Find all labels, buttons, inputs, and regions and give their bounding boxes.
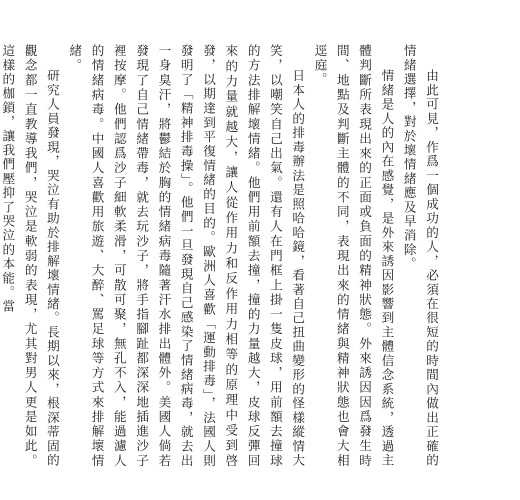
paragraph: 研究人員發現，哭泣有助於排解壞情緒。長期以來，根深蒂固的觀念都一直教導我們，哭泣是軟弱的表現，尤其對男人更是如此。這樣的枷鎖，讓我們壓抑了哭泣的本能。當 (0, 44, 60, 468)
paragraph: 情緒是人的內在感覺，是外來誘因影響到主體信念系統，透過主體判斷所表現出來的正面或負面的精神狀態。外來誘因因爲發生時間、地點及判斷主體的不同，表現出來的情緒與精神狀態也會大相逕庭。 (312, 44, 395, 468)
paragraph: 日本人的排毒辦法是照哈哈鏡，看著自己扭曲變形的怪樣縱情大笑，以嘲笑自己出氣。還有人在門框上掛一隻皮球，用前額去撞球的方法排解壞情緒。他們用前額去撞，撞的力量越大，皮球反彈回來的力量就越大，讓人從作用力和反作用力相等的原理中受到啓發，以期達到平復情緒的目的。歐洲人喜歡「運動排毒」，法國人則發明了「精神排毒操」。他們一旦發現自己感染了情緒病毒，就去出一身臭汗，將鬱結於胸的情緒病毒隨著汗水排出體外。美國人倘若發現了自己情緒帶毒，就去玩沙子，將手指腳趾都深深地插進沙子裡按摩。他們認爲沙子細軟柔滑，可散可聚，無孔不入，能過濾人的情緒病毒。中國人喜歡用旅遊、大醉、罵足球等方式來排解壞情緒。 (67, 44, 306, 468)
paragraph: 由此可見，作爲一個成功的人，必須在很短的時間內做出正確的情緒選擇，對於壞情緒應及早消除。 (401, 44, 439, 468)
vertical-text-body (0, 44, 442, 468)
